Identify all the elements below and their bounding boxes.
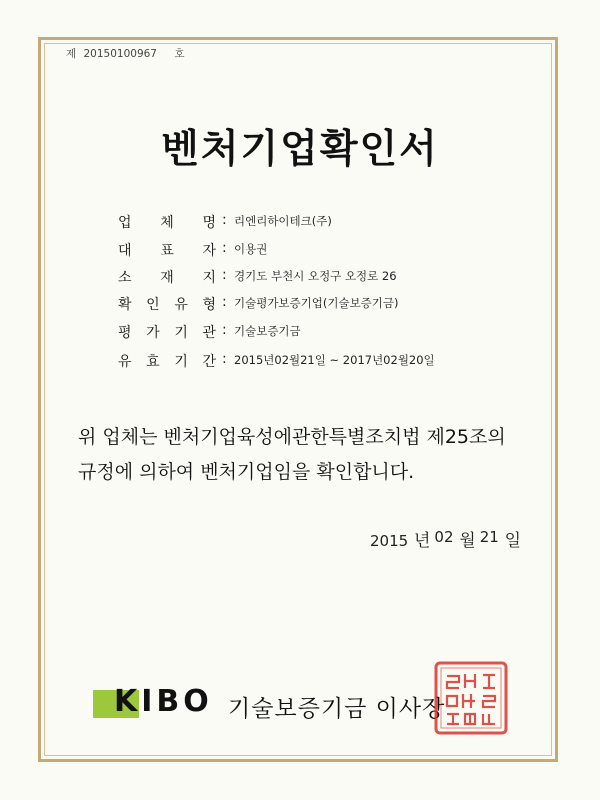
- day-unit: 일: [504, 531, 522, 551]
- info-colon: :: [222, 240, 227, 256]
- info-label: 평 가 기 관: [118, 325, 216, 341]
- info-label: 소 재 지: [118, 270, 216, 286]
- info-value: 이용권: [234, 242, 268, 256]
- info-colon: :: [222, 294, 227, 310]
- info-value: 기술평가보증기업(기술보증기금): [234, 296, 399, 310]
- info-label: 업 체 명: [118, 215, 216, 231]
- issue-date: [370, 526, 525, 551]
- issue-month: 02: [434, 528, 454, 546]
- info-colon: :: [222, 267, 227, 283]
- official-seal-stamp: [433, 660, 509, 736]
- month-unit: 월: [459, 531, 476, 551]
- info-value: 2015년02월21일 ~ 2017년02월20일: [234, 353, 435, 367]
- certificate-number-suffix: 호: [174, 48, 185, 60]
- info-value: 경기도 부천시 오정구 오정로 26: [234, 269, 397, 283]
- certificate-title: 벤처기업확인서: [161, 126, 439, 172]
- info-value: 기술보증기금: [234, 324, 301, 338]
- year-unit: 년: [413, 531, 431, 551]
- certificate-number-prefix: 제: [66, 48, 77, 60]
- kibo-logo-text: KIBO: [114, 684, 213, 719]
- issuer-name: 기술보증기금 이사장: [228, 696, 446, 722]
- certificate-number: [66, 46, 185, 61]
- statement-line-2: 규정에 의하여 벤처기업임을 확인합니다.: [78, 461, 415, 483]
- certification-statement: [78, 420, 548, 490]
- issue-day: 21: [479, 528, 499, 546]
- info-colon: :: [222, 351, 227, 367]
- info-label: 대 표 자: [118, 243, 216, 259]
- info-value: 리엔리하이테크(주): [234, 214, 332, 228]
- info-colon: :: [222, 212, 227, 228]
- certificate-number-value: 20150100967: [83, 48, 157, 60]
- info-label: 확 인 유 형: [118, 297, 216, 313]
- info-label: 유 효 기 간: [118, 354, 216, 370]
- info-colon: :: [222, 322, 227, 338]
- statement-line-1: 위 업체는 벤처기업육성에관한특별조치법 제25조의: [78, 426, 506, 448]
- issue-year: 2015: [370, 532, 409, 550]
